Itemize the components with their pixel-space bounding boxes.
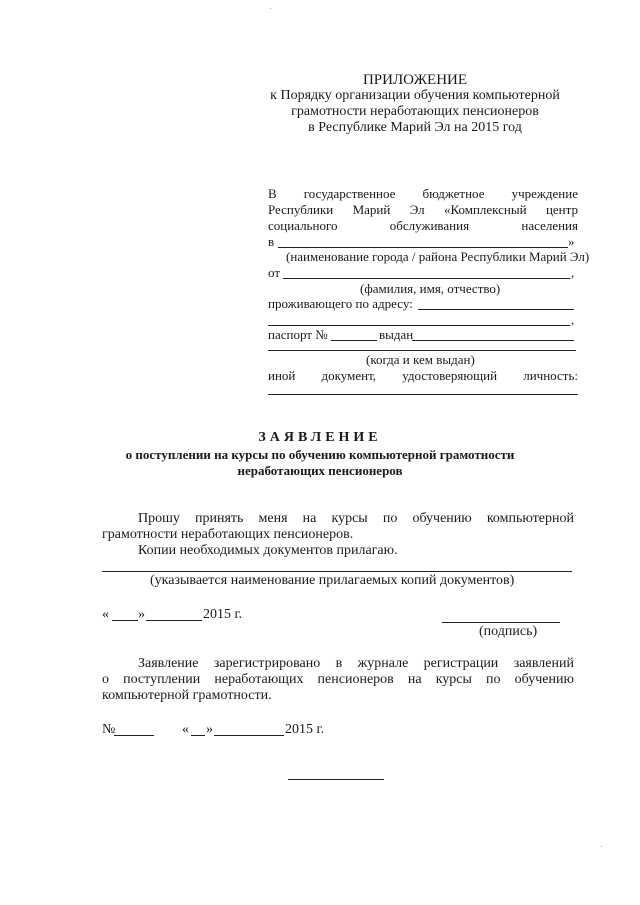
registration-date-close-quote: » [206,722,213,737]
from-label: от [268,265,281,280]
hint-signature: (подпись) [479,624,538,639]
date-open-quote: « [102,607,109,622]
request-line-1: Прошу принять меня на курсы по обучению компьютерной [138,511,574,526]
request-line-2: грамотности неработающих пенсионеров. [102,527,354,542]
city-suffix: » [568,234,575,249]
registration-number-label: № [102,722,116,737]
addressee-line-2: Республики Марий Эл «Комплексный центр [268,202,578,217]
appendix-line-2: грамотности неработающих пенсионеров [291,104,539,119]
registration-line-1: Заявление зарегистрировано в журнале регистрации заявлений [138,656,574,671]
statement-subtitle-1: о поступлении на курсы по обучению компьютерной грамотности [125,447,515,462]
issued-input-line-2[interactable] [268,350,576,351]
statement-subtitle-2: неработающих пенсионеров [237,463,403,478]
appendix-line-1: к Порядку организации обучения компьютерной [270,88,560,103]
day-input-line[interactable] [112,620,138,621]
closing-rule [288,779,384,780]
registration-month-input-line[interactable] [214,735,284,736]
passport-number-input-line[interactable] [331,340,377,341]
registration-day-input-line[interactable] [191,735,205,736]
addressee-line-1: В государственное бюджетное учреждение [268,186,578,201]
attachments-input-line[interactable] [102,571,572,572]
city-input-line[interactable] [278,247,568,248]
address-input-line-1[interactable] [418,309,574,310]
hint-city: (наименование города / района Республики Марий Эл) [286,249,590,264]
registration-date-open-quote: « [182,722,189,737]
registration-number-input-line[interactable] [114,735,154,736]
city-prefix: в [268,234,275,249]
attachments-line: Копии необходимых документов прилагаю. [138,543,398,558]
date-year: 2015 г. [203,607,243,622]
issued-input-line[interactable] [412,340,574,341]
hint-issued: (когда и кем выдан) [366,352,475,367]
month-input-line[interactable] [146,620,202,621]
addressee-line-3: социального обслуживания населения [268,218,578,233]
full-name-input-line[interactable] [283,278,570,279]
registration-date-year: 2015 г. [285,722,325,737]
hint-docs: (указывается наименование прилагаемых копий документов) [150,573,515,588]
registration-line-3: компьютерной грамотности. [102,688,272,703]
other-document-input-line[interactable] [268,394,578,395]
residing-label: проживающего по адресу: [268,296,413,311]
date-close-quote: » [138,607,145,622]
signature-input-line[interactable] [442,622,560,623]
registration-line-2: о поступлении неработающих пенсионеров на курсы по обучению [102,672,574,687]
issued-label: выдан [379,327,414,342]
appendix-title: ПРИЛОЖЕНИЕ [362,72,468,88]
passport-label: паспорт № [268,327,328,342]
scan-speck [601,846,602,847]
statement-title: ЗАЯВЛЕНИЕ [258,430,382,445]
appendix-line-3: в Республике Марий Эл на 2015 год [308,120,522,135]
address-input-line-2[interactable] [268,325,570,326]
from-suffix: , [571,265,575,280]
scan-speck [270,8,271,9]
other-document-line: иной документ, удостоверяющий личность: [268,368,578,383]
address-suffix: , [571,312,575,327]
hint-name: (фамилия, имя, отчество) [360,281,501,296]
